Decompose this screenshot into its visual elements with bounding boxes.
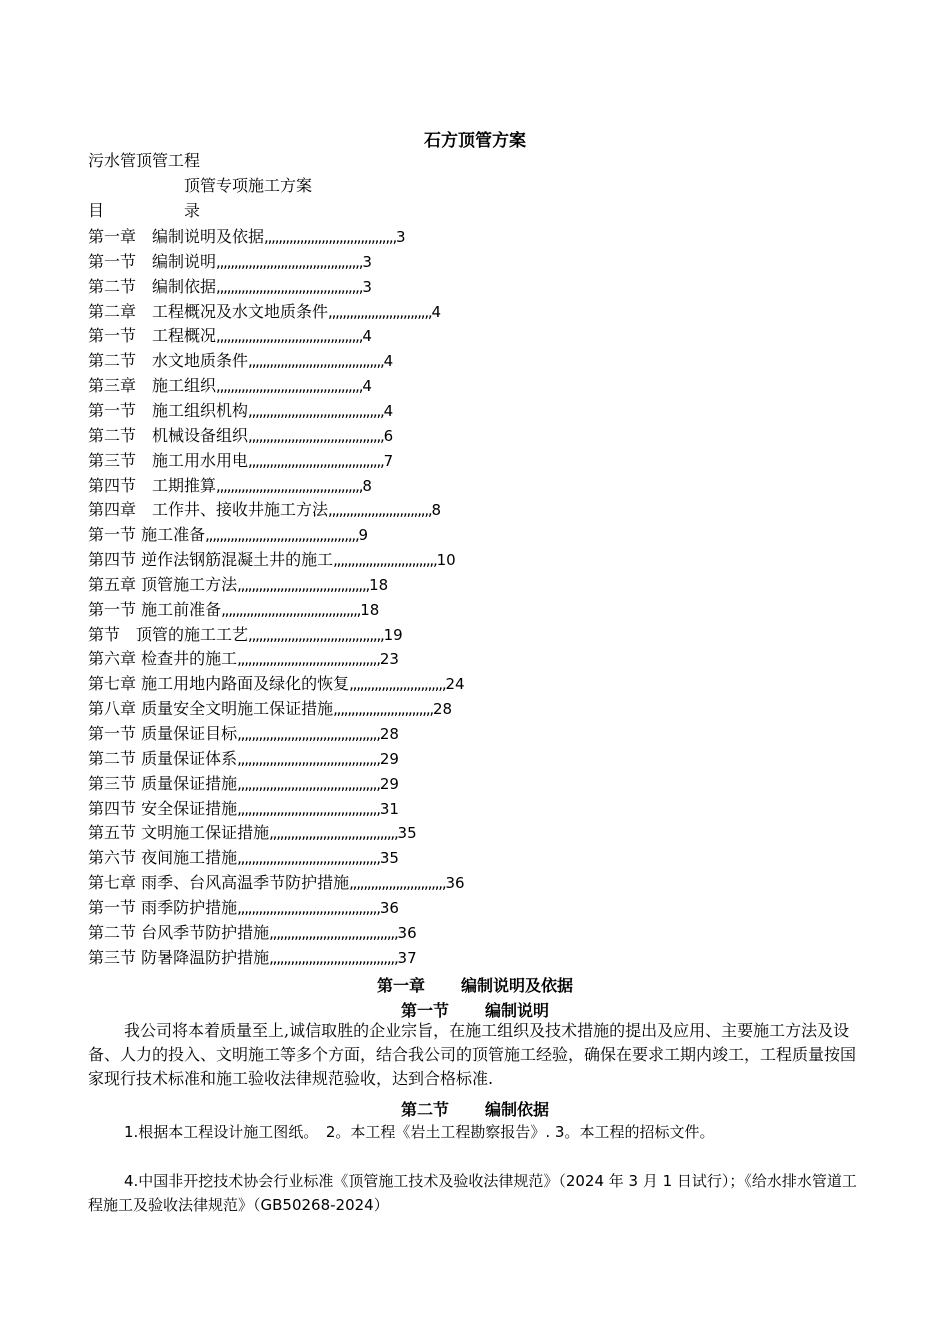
paragraph-basis-2: 4.中国非开挖技术协会行业标准《顶管施工技术及验收法律规范》（2024 年 3 月 1 日试行）；《给水排水管道工程施工及验收法律规范》（GB50268-2024） (88, 1172, 857, 1214)
section-number: 第二节 (400, 1100, 449, 1119)
toc-entry-page: 36 (397, 923, 417, 942)
toc-entry (88, 749, 399, 769)
toc-entry-leader: ,,,,,,,,,,,,,,,,,,,,,,,,,,,,,,,,,,,,,,,,, (216, 277, 363, 296)
toc-entry (88, 600, 379, 620)
toc-entry-page: 7 (383, 451, 394, 470)
toc-entry (88, 923, 417, 943)
toc-entry-leader: ,,,,,,,,,,,,,,,,,,,,,,,,,,,, (333, 700, 433, 719)
toc-entry-leader: ,,,,,,,,,,,,,,,,,,,,,,,,,,,,,,,,,,,,, (264, 228, 397, 246)
document-title: 石方顶管方案 (424, 131, 526, 151)
chapter-heading (0, 973, 950, 996)
toc-entry-leader: ,,,,,,,,,,,,,,,,,,,,,,,,,,,,,,,,,,,,,,,, (237, 749, 380, 768)
section-heading (0, 1097, 950, 1120)
toc-entry-label: 第一节 施工前准备 (88, 599, 222, 619)
paragraph-preparation-notes: 我公司将本着质量至上,诚信取胜的企业宗旨，在施工组织及技术措施的提出及应用、主要施工方法及设备、人力的投入、文明施工等多个方面，结合我公司的顶管施工经验，确保在要求工期内竣工，工程质量按国家现行技术标准和施工验收法律规范验收，达到合格标准. (88, 1021, 857, 1088)
toc-entry-label: 第三节 施工用水用电 (88, 450, 249, 470)
toc-entry-label: 第八章 质量安全文明施工保证措施 (88, 699, 334, 719)
toc-entry-label: 第五节 文明施工保证措施 (88, 823, 270, 843)
toc-entry-leader: ,,,,,,,,,,,,,,,,,,,,,,,,,,,,,,,,,,,,,, (248, 401, 384, 420)
toc-entry (88, 848, 399, 868)
toc-entry-page: 9 (358, 526, 369, 545)
toc-entry-leader: ,,,,,,,,,,,,,,,,,,,,,,,,,,,,,,,,,,,, (269, 923, 398, 942)
toc-entry-label: 第二节 台风季节防护措施 (88, 922, 270, 942)
toc-entry (88, 550, 456, 570)
toc-entry-leader: ,,,,,,,,,,,,,,,,,,,,,,,,,,,,,,,,,,,, (269, 948, 398, 967)
toc-entry-leader: ,,,,,,,,,,,,,,,,,,,,,,,,,,,,, (328, 501, 432, 520)
toc-entry (88, 302, 441, 322)
section-number: 第一节 (400, 1001, 449, 1020)
toc-entry-leader: ,,,,,,,,,,,,,,,,,,,,,,,,,,,,,,,,,,,,,, (248, 451, 384, 470)
toc-entry-leader: ,,,,,,,,,,,,,,,,,,,,,,,,,,,,,,,,,,,,,,, (221, 600, 361, 619)
toc-entry-label: 第一节 雨季防护措施 (88, 897, 238, 917)
document-subtitle: 顶管专项施工方案 (184, 176, 313, 195)
toc-entry-label: 第二章 工程概况及水文地质条件 (88, 301, 329, 321)
toc-entry (88, 451, 393, 471)
toc-entry-label: 第六章 检查井的施工 (88, 649, 238, 669)
toc-entry (88, 898, 399, 918)
toc-entry (88, 326, 372, 346)
toc-entry-leader: ,,,,,,,,,,,,,,,,,,,,,,,,,,,,,,,,,,,,,,,, (237, 849, 380, 868)
toc-entry-page: 3 (362, 277, 372, 296)
toc-entry-page: 18 (360, 600, 380, 619)
toc-entry-leader: ,,,,,,,,,,,,,,,,,,,,,,,,,,, (349, 675, 446, 694)
toc-entry-leader: ,,,,,,,,,,,,,,,,,,,,,,,,,,,,, (328, 302, 432, 321)
toc-entry-page: 19 (383, 625, 403, 644)
toc-entry (88, 774, 399, 794)
toc-entry-leader: ,,,,,,,,,,,,,,,,,,,,,,,,,,,,,,,,,,,,,,,, (237, 774, 380, 793)
toc-entry-page: 4 (383, 352, 394, 371)
toc-entry-label: 第一节 编制说明 (88, 251, 217, 271)
toc-entry (88, 649, 399, 669)
toc-entry-leader: ,,,,,,,,,,,,,,,,,,,,,,,,,,,,,,,,,,,,,,,, (237, 898, 380, 917)
toc-entry-label: 第二节 机械设备组织 (88, 425, 249, 445)
section-heading (0, 998, 950, 1021)
toc-entry-page: 4 (383, 401, 394, 420)
toc-entry-label: 第五章 顶管施工方法 (88, 574, 238, 594)
paragraph-basis-1: 1.根据本工程设计施工图纸。 2。本工程《岩土工程勘察报告》. 3。本工程的招标文件。 (124, 1123, 715, 1141)
toc-entry-label: 第三节 质量保证措施 (88, 773, 238, 793)
toc-entry-leader: ,,,,,,,,,,,,,,,,,,,,,,,,,,,,,,,,,,,,,, (248, 426, 384, 445)
toc-entry-label: 第三节 防暑降温防护措施 (88, 947, 270, 967)
toc-entry-page: 28 (379, 725, 399, 743)
toc-entry-leader: ,,,,,,,,,,,,,,,,,,,,,,,,,,,,,,,,,,,,,,,, (237, 725, 380, 743)
toc-entry-page: 4 (431, 302, 442, 321)
toc-entry-page: 35 (379, 849, 399, 868)
toc-entry-page: 8 (431, 501, 442, 520)
toc-entry-page: 37 (397, 948, 417, 967)
toc-entry (88, 873, 465, 893)
toc-entry-page: 29 (379, 774, 399, 793)
section-title: 编制说明 (485, 1001, 550, 1020)
toc-entry-page: 18 (369, 575, 389, 594)
toc-heading-right: 录 (184, 201, 201, 220)
toc-entry-leader: ,,,,,,,,,,,,,,,,,,,,,,,,,,,,,,,,,,,,,,,,, (216, 377, 363, 396)
toc-entry-leader: ,,,,,,,,,,,,,,,,,,,,,,,,,,,,,,,,,,,,,,,,, (216, 252, 363, 271)
chapter-title: 编制说明及依据 (461, 976, 574, 995)
project-name: 污水管顶管工程 (88, 151, 201, 170)
toc-entry-page: 4 (362, 377, 372, 396)
toc-entry-label: 第一节 施工准备 (88, 525, 206, 545)
toc-entry-page: 4 (362, 327, 372, 346)
toc-entry-page: 3 (362, 252, 372, 271)
toc-entry-page: 36 (379, 898, 399, 917)
toc-entry-leader: ,,,,,,,,,,,,,,,,,,,,,,,,,,,,,,,,,,,,, (237, 575, 370, 594)
toc-entry (88, 476, 372, 496)
toc-entry-page: 31 (379, 799, 399, 818)
toc-entry-leader: ,,,,,,,,,,,,,,,,,,,,,,,,,,,,,,,,,,,,,,,,, (216, 327, 363, 346)
toc-entry (88, 674, 465, 694)
toc-entry (88, 799, 399, 819)
toc-entry-label: 第一章 编制说明及依据 (88, 227, 265, 246)
section-title: 编制依据 (485, 1100, 550, 1119)
toc-entry (88, 724, 399, 744)
toc-entry-page: 23 (379, 650, 399, 669)
toc-entry (88, 625, 403, 645)
toc-entry-leader: ,,,,,,,,,,,,,,,,,,,,,,,,,,,,,,,,,,,,,, (248, 625, 384, 644)
toc-entry-page: 24 (445, 675, 465, 694)
toc-entry (88, 401, 393, 421)
toc-entry-leader: ,,,,,,,,,,,,,,,,,,,,,,,,,,, (349, 874, 446, 893)
toc-entry (88, 376, 372, 396)
toc-entry-label: 第节 顶管的施工工艺 (88, 624, 249, 644)
toc-entry (88, 351, 393, 371)
toc-entry (88, 823, 417, 843)
toc-entry-label: 第二节 质量保证体系 (88, 748, 238, 768)
toc-entry-page: 6 (383, 426, 394, 445)
toc-entry (88, 525, 368, 545)
toc-entry-label: 第四节 安全保证措施 (88, 798, 238, 818)
toc-entry-leader: ,,,,,,,,,,,,,,,,,,,,,,,,,,,,,,,,,,,,,, (248, 352, 384, 371)
toc-entry (88, 948, 417, 968)
toc-entry-label: 第一节 工程概况 (88, 326, 217, 346)
toc-entry-leader: ,,,,,,,,,,,,,,,,,,,,,,,,,,,,,,,,,,,,,,,, (237, 799, 380, 818)
toc-entry-page: 36 (445, 874, 465, 893)
toc-entry-label: 第二节 水文地质条件 (88, 351, 249, 371)
toc-entry-label: 第六节 夜间施工措施 (88, 848, 238, 868)
toc-entry-leader: ,,,,,,,,,,,,,,,,,,,,,,,,,,,,,,,,,,,, (269, 824, 398, 843)
toc-entry-label: 第三章 施工组织 (88, 376, 217, 396)
toc-entry (88, 500, 441, 520)
toc-entry-label: 第四节 逆作法钢筋混凝土井的施工 (88, 550, 334, 570)
toc-entry (88, 575, 388, 595)
toc-entry-page: 8 (362, 476, 372, 495)
toc-entry-page: 29 (379, 749, 399, 768)
toc-entry-page: 35 (397, 824, 417, 843)
toc-entry-leader: ,,,,,,,,,,,,,,,,,,,,,,,,,,,,, (333, 551, 437, 570)
toc-entry (88, 699, 452, 719)
toc-entry-label: 第七章 雨季、台风高温季节防护措施 (88, 873, 350, 893)
toc-entry-label: 第四节 工期推算 (88, 475, 217, 495)
toc-entry-label: 第四章 工作井、接收井施工方法 (88, 500, 329, 520)
toc-entry-label: 第二节 编制依据 (88, 276, 217, 296)
toc-entry-label: 第一节 质量保证目标 (88, 724, 238, 743)
toc-entry-leader: ,,,,,,,,,,,,,,,,,,,,,,,,,,,,,,,,,,,,,,,,, (216, 476, 363, 495)
toc-heading-left: 目 (88, 201, 105, 220)
toc-entry (88, 252, 372, 272)
toc-entry-page: 28 (433, 700, 453, 719)
toc-entry-page: 10 (436, 551, 456, 570)
toc-entry-label: 第一节 施工组织机构 (88, 400, 249, 420)
toc-entry-page: 3 (396, 228, 406, 246)
toc-entry (88, 277, 372, 297)
chapter-number: 第一章 (376, 976, 425, 995)
toc-entry (88, 426, 393, 446)
toc-entry-leader: ,,,,,,,,,,,,,,,,,,,,,,,,,,,,,,,,,,,,,,,,,,, (205, 526, 359, 545)
toc-entry-label: 第七章 施工用地内路面及绿化的恢复 (88, 674, 350, 694)
toc-entry (88, 227, 406, 247)
toc-entry-leader: ,,,,,,,,,,,,,,,,,,,,,,,,,,,,,,,,,,,,,,,, (237, 650, 380, 669)
